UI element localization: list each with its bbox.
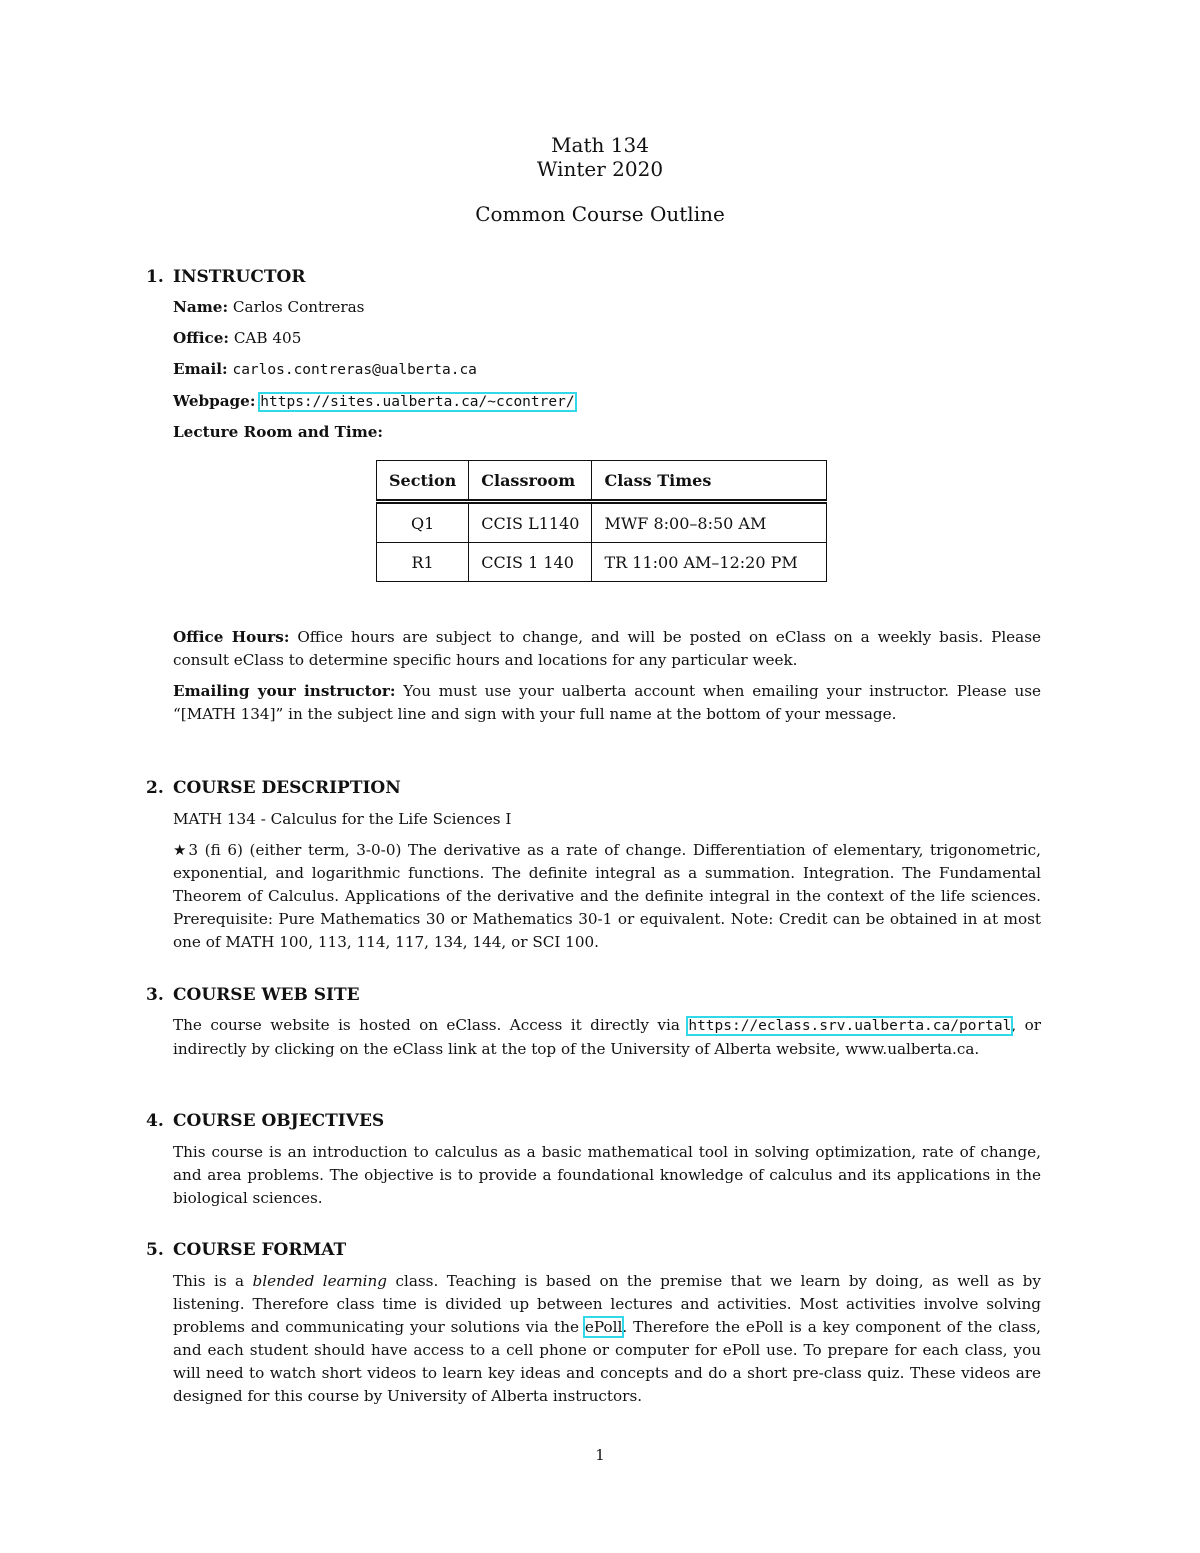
instructor-office-line: Office: CAB 405: [173, 329, 302, 347]
document-title: Common Course Outline: [475, 202, 725, 226]
eclass-link[interactable]: https://eclass.srv.ualberta.ca/portal: [688, 1018, 1012, 1034]
table-cell: CCIS L1140: [469, 502, 592, 543]
instructor-name-line: Name: Carlos Contreras: [173, 298, 365, 316]
table-header-cell: Section: [377, 461, 469, 502]
term-title: Winter 2020: [536, 157, 664, 181]
instructor-email-line: Email: carlos.contreras@ualberta.ca: [173, 360, 477, 378]
page-number: 1: [595, 1446, 605, 1464]
instructor-office: CAB 405: [233, 329, 302, 347]
lecture-room-label: Lecture Room and Time:: [173, 423, 384, 441]
table-header-row: [377, 461, 827, 502]
webpage-link[interactable]: https://sites.ualberta.ca/~ccontrer/: [260, 394, 575, 410]
table-cell: TR 11:00 AM–12:20 PM: [592, 543, 827, 582]
course-title: Math 134: [551, 133, 649, 157]
epoll-link[interactable]: ePoll: [584, 1318, 623, 1336]
table-cell: MWF 8:00–8:50 AM: [592, 502, 827, 543]
instructor-webpage-line: Webpage: https://sites.ualberta.ca/~ccontrer/: [173, 392, 575, 410]
table-header-cell: Class Times: [592, 461, 827, 502]
table-cell: Q1: [377, 502, 469, 543]
table-header-cell: Classroom: [469, 461, 592, 502]
course-subtitle: MATH 134 - Calculus for the Life Sciences I: [173, 810, 512, 828]
lecture-table: [376, 460, 827, 582]
section-heading-format: 5. COURSE FORMAT: [146, 1240, 347, 1260]
table-cell: CCIS 1 140: [469, 543, 592, 582]
section-heading-objectives: 4. COURSE OBJECTIVES: [146, 1111, 385, 1131]
table-cell: R1: [377, 543, 469, 582]
section-heading-description: 2. COURSE DESCRIPTION: [146, 778, 401, 798]
section-heading-website: 3. COURSE WEB SITE: [146, 985, 360, 1005]
office-hours-paragraph: Office Hours: Office hours are subject to change, and will be posted on eClass on a weekly basis. Please consult eClass to determine specific hours and locations for any particular week.: [173, 628, 1042, 669]
table-row: [377, 502, 827, 543]
format-paragraph: This is a blended learning class. Teaching is based on the premise that we learn by doing, as well as by listening. Therefore class time is divided up between lectures and activities. Most activities involve solving problems and communicating your solutions via the ePoll. Therefore the ePoll is a key component of the class, and each student should have access to a cell phone or computer for ePoll use. To prepare for each class, you will need to watch short videos to learn key ideas and concepts and do a short pre-class quiz. These videos are designed for this course by University of Alberta instructors.: [173, 1272, 1041, 1405]
objectives-paragraph: This course is an introduction to calculus as a basic mathematical tool in solving optimization, rate of change, and area problems. The objective is to provide a foundational knowledge of calculus and its applications in the biological sciences.: [173, 1143, 1041, 1207]
emailing-paragraph: Emailing your instructor: You must use your ualberta account when emailing your instructor. Please use “[MATH 134]” in the subject line and sign with your full name at the bottom of your message.: [173, 682, 1042, 723]
website-paragraph: The course website is hosted on eClass. Access it directly via https://eclass.srv.ualberta.ca/portal, or indirectly by clicking on the eClass link at the top of the University of Alberta website, www.ualberta.ca.: [173, 1016, 1042, 1058]
course-description-paragraph: ★3 (fi 6) (either term, 3-0-0) The derivative as a rate of change. Differentiation of elementary, trigonometric, exponential, and logarithmic functions. The definite integral as a summation. Integration. The Fundamental Theorem of Calculus. Applications of the derivative and the definite integral in the context of the life sciences. Prerequisite: Pure Mathematics 30 or Mathematics 30-1 or equivalent. Note: Credit can be obtained in at most one of MATH 100, 113, 114, 117, 134, 144, or SCI 100.: [173, 841, 1041, 951]
table-row: [377, 543, 827, 582]
section-heading-instructor: 1. INSTRUCTOR: [146, 267, 306, 287]
instructor-email: carlos.contreras@ualberta.ca: [232, 362, 477, 378]
instructor-name: Carlos Contreras: [232, 298, 365, 316]
